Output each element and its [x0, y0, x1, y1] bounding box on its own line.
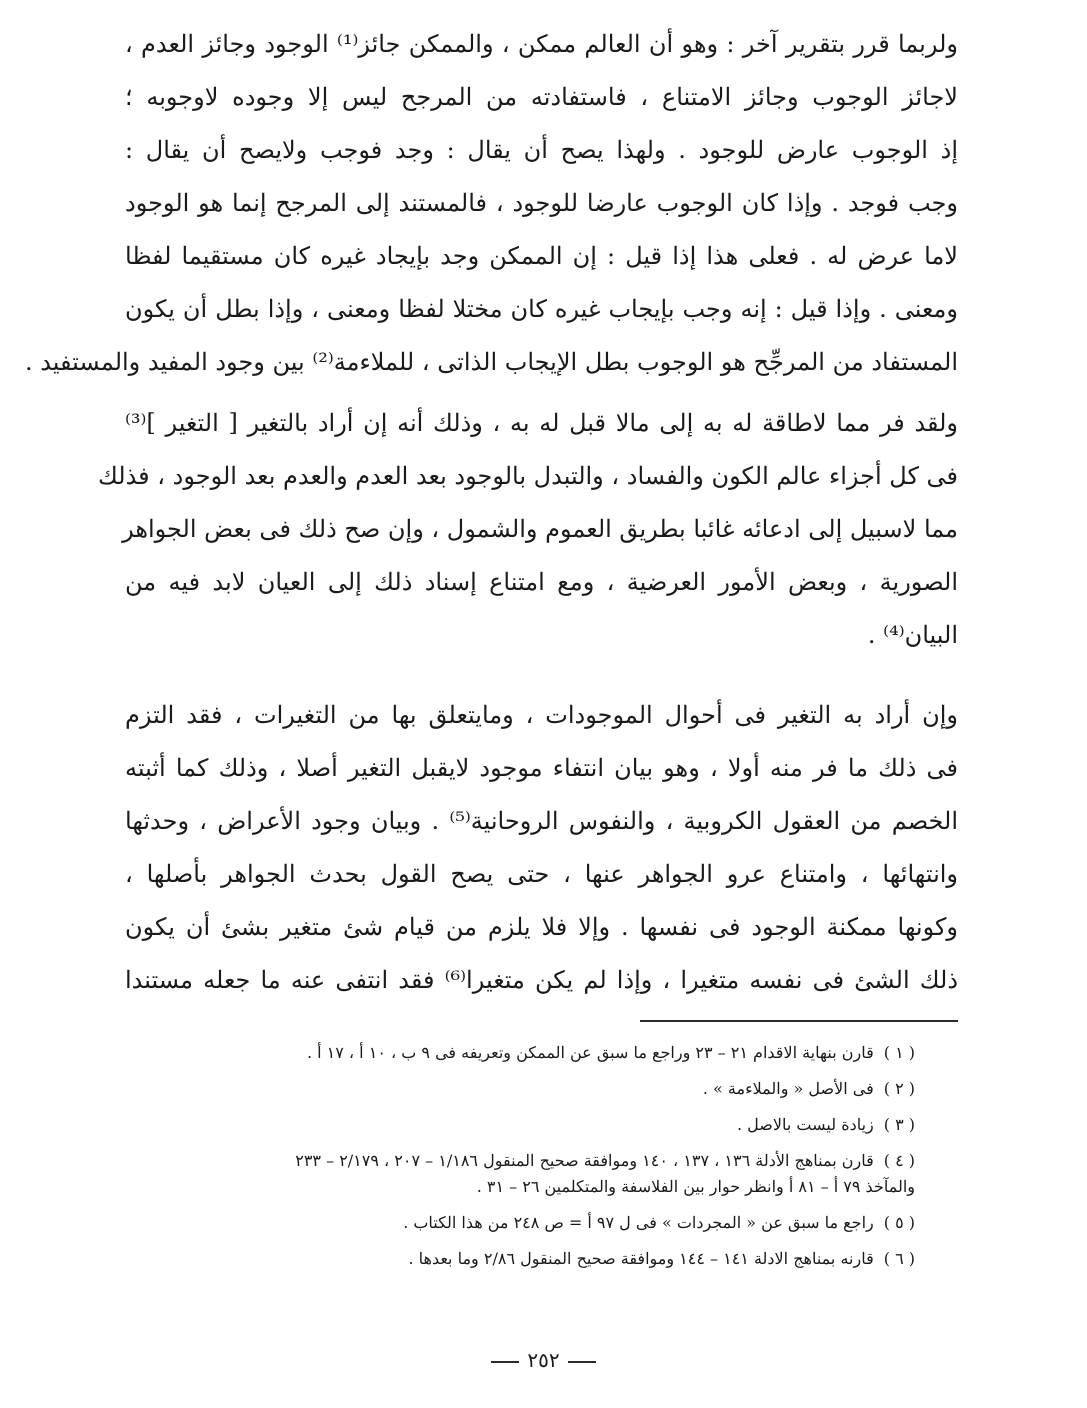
text-line: فى ذلك ما فر منه أولا ، وهو بيان انتفاء موجود لايقبل التغير أصلا ، وذلك كما أثبته	[125, 754, 958, 782]
footnote-text: راجع ما سبق عن « المجردات » فى ل ٩٧ أ = ص ٢٤٨ من هذا الكتاب .	[403, 1213, 874, 1232]
page-number-value: ٢٥٢	[527, 1348, 560, 1372]
text-line: الخصم من العقول الكروبية ، والنفوس الروحانية⁽⁵⁾ . وبيان وجود الأعراض ، وحدثها	[125, 807, 958, 835]
paragraph-1	[24, 18, 958, 389]
footnote-3	[125, 1112, 915, 1138]
text-line: البيان⁽⁴⁾ .	[867, 621, 958, 649]
footnote-1	[125, 1040, 915, 1066]
footnote-text: قارن بنهاية الاقدام ٢١ – ٢٣ وراجع ما سبق عن الممكن وتعريفه فى ٩ ب ، ١٠ أ ، ١٧ أ .	[306, 1043, 874, 1062]
footnote-text: زيادة ليست بالاصل .	[737, 1115, 874, 1134]
text-line: وكونها ممكنة الوجود فى نفسها . وإلا فلا يلزم من قيام شئ متغير بشئ أن يكون	[125, 913, 958, 941]
footnote-number: ( ١ )	[883, 1043, 915, 1062]
page-number-dash	[568, 1361, 596, 1363]
text-line: لاما عرض له . فعلى هذا إذا قيل : إن الممكن وجد بإيجاد غيره كان مستقيما لفظا	[125, 242, 958, 270]
text-line: وإن أراد به التغير فى أحوال الموجودات ، ومايتعلق بها من التغيرات ، فقد التزم	[125, 701, 958, 729]
text-line: لاجائز الوجوب وجائز الامتناع ، فاستفادته من المرجح ليس إلا وجوده لاوجوبه ؛	[125, 83, 958, 111]
text-line: وجب فوجد . وإذا كان الوجوب عارضا للوجود ، فالمستند إلى المرجح إنما هو الوجود	[125, 189, 958, 217]
footnote-text-continued: والمآخذ ٧٩ أ – ٨١ أ وانظر حوار بين الفلاسفة والمتكلمين ٢٦ – ٣١ .	[476, 1177, 915, 1196]
paragraph-2	[98, 397, 958, 662]
text-line: ولقد فر مما لاطاقة له به إلى مالا قبل له به ، وذلك أنه إن أراد بالتغير [ التغير ]⁽³⁾	[125, 409, 958, 437]
paragraph-3	[125, 689, 958, 1007]
footnote-4	[125, 1148, 915, 1200]
text-line: مما لاسبيل إلى ادعائه غائبا بطريق العموم والشمول ، وإن صح ذلك فى بعض الجواهر	[122, 515, 958, 543]
text-line: الصورية ، وبعض الأمور العرضية ، ومع امتناع إسناد ذلك إلى العيان لابد فيه من	[125, 568, 958, 596]
text-line: ذلك الشئ فى نفسه متغيرا ، وإذا لم يكن متغيرا⁽⁶⁾ فقد انتفى عنه ما جعله مستندا	[125, 966, 959, 994]
text-line: وانتهائها ، وامتناع عرو الجواهر عنها ، حتى يصح القول بحدث الجواهر بأصلها ،	[125, 860, 959, 888]
text-line: ولربما قرر بتقرير آخر : وهو أن العالم ممكن ، والممكن جائز⁽¹⁾ الوجود وجائز العدم ،	[125, 30, 958, 58]
text-line: المستفاد من المرجِّح هو الوجوب بطل الإيجاب الذاتى ، للملاءمة⁽²⁾ بين وجود المفيد والمستفيد .	[24, 348, 958, 376]
page-number-dash	[491, 1361, 519, 1363]
page-number	[0, 1348, 1087, 1372]
text-line: فى كل أجزاء عالم الكون والفساد ، والتبدل بالوجود بعد العدم والعدم بعد الوجود ، فذلك	[98, 462, 958, 490]
footnote-5	[125, 1210, 915, 1236]
text-line: ومعنى . وإذا قيل : إنه وجب بإيجاب غيره كان مختلا لفظا ومعنى ، وإذا بطل أن يكون	[125, 295, 958, 323]
footnote-2	[125, 1076, 915, 1102]
footnote-text: قارن بمناهج الأدلة ١٣٦ ، ١٣٧ ، ١٤٠ وموافقة صحيح المنقول ١/١٨٦ – ٢٠٧ ، ٢/١٧٩ – ٢٣٣	[295, 1151, 874, 1170]
footnote-number: ( ٤ )	[883, 1151, 915, 1170]
footnote-6	[125, 1246, 915, 1272]
footnote-separator	[640, 1020, 958, 1022]
footnote-number: ( ٥ )	[883, 1213, 915, 1232]
footnote-text: قارنه بمناهج الادلة ١٤١ – ١٤٤ وموافقة صحيح المنقول ٢/٨٦ وما بعدها .	[408, 1249, 874, 1268]
footnotes	[125, 1040, 915, 1272]
text-line: إذ الوجوب عارض للوجود . ولهذا يصح أن يقال : وجد فوجب ولايصح أن يقال :	[125, 136, 958, 164]
footnote-number: ( ٦ )	[883, 1249, 915, 1268]
footnote-number: ( ٢ )	[883, 1079, 915, 1098]
footnote-text: فى الأصل « والملاءمة » .	[702, 1079, 874, 1098]
footnote-number: ( ٣ )	[883, 1115, 915, 1134]
